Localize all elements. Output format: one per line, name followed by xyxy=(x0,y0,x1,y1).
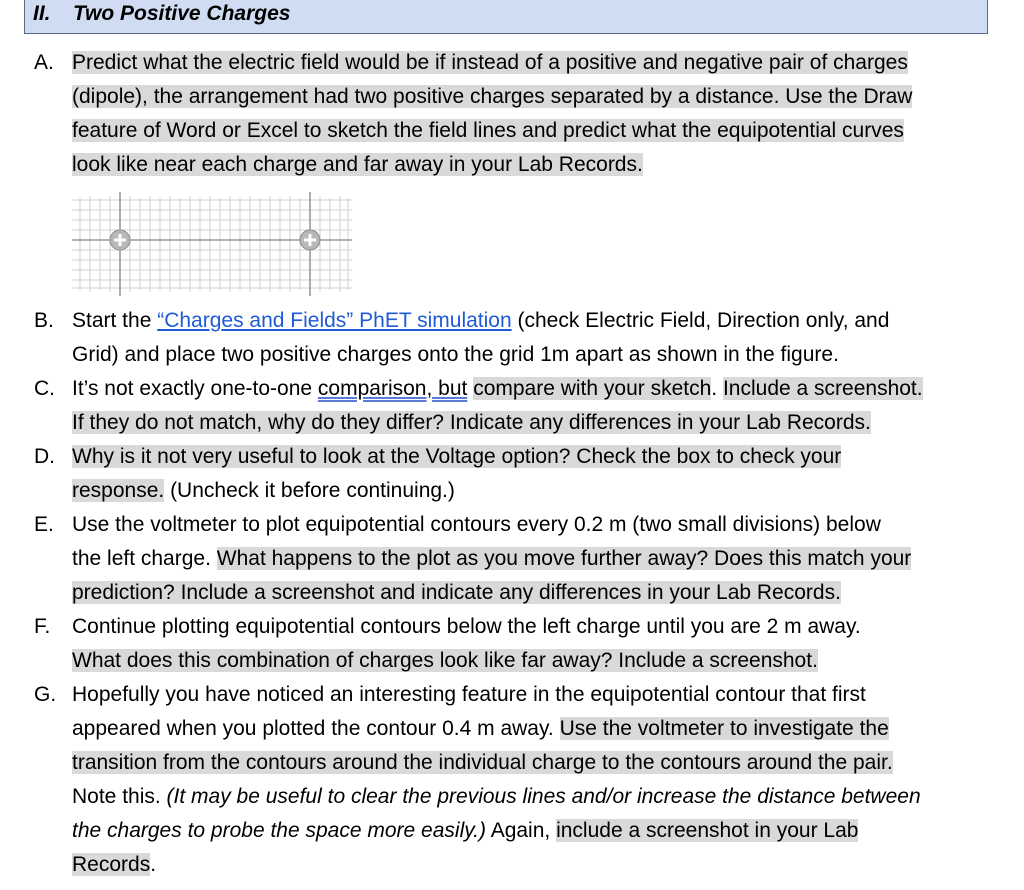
item-letter: B. xyxy=(34,309,54,332)
item-letter: G. xyxy=(34,683,57,706)
positive-charge-right-icon xyxy=(300,230,320,250)
item-c-line-1: It’s not exactly one-to-one comparison, but compare with your sketch. Include a screenshot. xyxy=(72,377,923,400)
item-f-line-2: What does this combination of charges look like far away? Include a screenshot. xyxy=(72,649,818,672)
item-letter: A. xyxy=(34,51,54,74)
item-a-line-3: feature of Word or Excel to sketch the field lines and predict what the equipotential curves xyxy=(72,119,904,142)
section-number: II. xyxy=(33,2,51,25)
item-g-line-3: transition from the contours around the individual charge to the contours around the pair. xyxy=(72,751,893,774)
item-letter: F. xyxy=(34,615,51,638)
item-e-line-2: the left charge. What happens to the plot as you move further away? Does this match your xyxy=(72,547,912,570)
item-d-line-1: Why is it not very useful to look at the Voltage option? Check the box to check your xyxy=(72,445,842,468)
item-g-line-5: the charges to probe the space more easily.) Again, include a screenshot in your Lab xyxy=(72,819,859,842)
item-a-line-2: (dipole), the arrangement had two positive charges separated by a distance. Use the Draw xyxy=(72,85,913,108)
two-charges-grid-figure xyxy=(72,192,352,296)
item-b-line-2: Grid) and place two positive charges onto the grid 1m apart as shown in the figure. xyxy=(72,343,839,366)
item-letter: C. xyxy=(34,377,55,400)
item-f-line-1: Continue plotting equipotential contours below the left charge until you are 2 m away. xyxy=(72,615,861,638)
section-title: Two Positive Charges xyxy=(73,2,291,25)
item-b-line-1: Start the “Charges and Fields” PhET simulation (check Electric Field, Direction only, and xyxy=(72,309,890,332)
item-g-line-1: Hopefully you have noticed an interesting feature in the equipotential contour that first xyxy=(72,683,866,706)
item-e-line-1: Use the voltmeter to plot equipotential contours every 0.2 m (two small divisions) below xyxy=(72,513,881,536)
item-a-line-1: Predict what the electric field would be if instead of a positive and negative pair of charges xyxy=(72,51,908,74)
item-d-line-2: response. (Uncheck it before continuing.) xyxy=(72,479,455,502)
item-g-line-6: Records. xyxy=(72,853,157,876)
item-g-line-2: appeared when you plotted the contour 0.4 m away. Use the voltmeter to investigate the xyxy=(72,717,889,740)
item-letter: E. xyxy=(34,513,54,536)
item-letter: D. xyxy=(34,445,55,468)
item-a-line-4: look like near each charge and far away in your Lab Records. xyxy=(72,153,643,176)
positive-charge-left-icon xyxy=(110,230,130,250)
phet-simulation-link[interactable]: “Charges and Fields” PhET simulation xyxy=(157,309,512,332)
item-e-line-3: prediction? Include a screenshot and indicate any differences in your Lab Records. xyxy=(72,581,841,604)
item-g-line-4: Note this. (It may be useful to clear the previous lines and/or increase the distance between xyxy=(72,785,921,808)
item-c-line-2: If they do not match, why do they differ? Indicate any differences in your Lab Records. xyxy=(72,411,871,434)
section-header xyxy=(24,0,988,34)
